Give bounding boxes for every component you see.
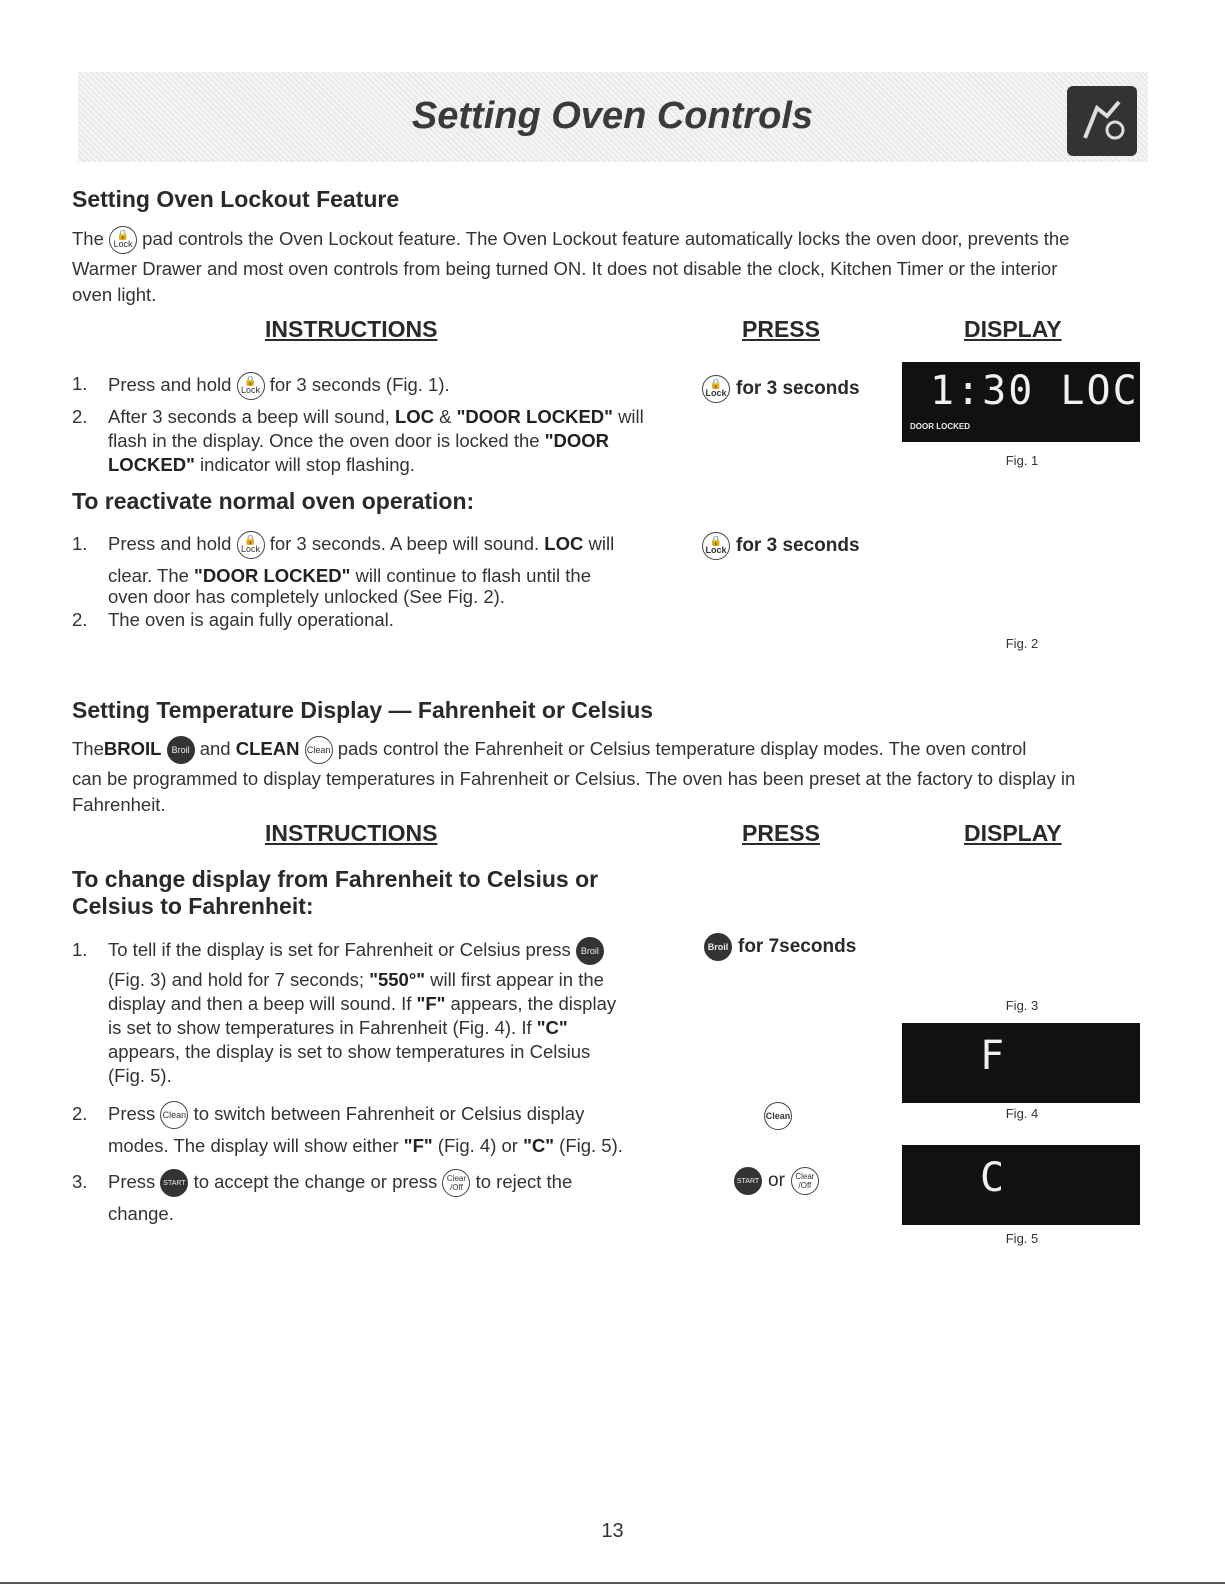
clear-off-pad-icon: Clear /Off bbox=[442, 1169, 470, 1197]
broil-pad-icon: Broil bbox=[576, 937, 604, 965]
col-press-1: PRESS bbox=[742, 316, 820, 342]
bottom-rule bbox=[0, 1582, 1225, 1584]
temp-step-2: 2. Press Clean to switch between Fahrenheit or Celsius display modes. The display will show either "F" (Fig. 4) or "C" (Fig. 5). bbox=[72, 1103, 623, 1156]
lock-pad-icon[interactable]: 🔒 Lock bbox=[702, 532, 730, 560]
lockout-intro: The 🔒 Lock pad controls the Oven Lockout feature. The Oven Lockout feature automatically locks the oven door, prevents the Warmer Drawer and most oven controls from being turned ON. It does not disable the clock, Kitchen Timer or the interior bbox=[72, 228, 1070, 280]
lockout-heading: Setting Oven Lockout Feature bbox=[72, 186, 400, 212]
reactivate-step-1-cont: oven door has completely unlocked (See Fig. 2). bbox=[108, 586, 505, 607]
reactivate-step-2: 2. The oven is again fully operational. bbox=[72, 609, 394, 630]
start-pad-icon[interactable]: START bbox=[734, 1167, 762, 1195]
press-lock-3s: 🔒 Lock for 3 seconds bbox=[702, 375, 860, 403]
reactivate-heading: To reactivate normal oven operation: bbox=[72, 488, 475, 514]
clean-pad-icon: Clean bbox=[160, 1101, 188, 1129]
press-start-or-clear: START or Clear /Off bbox=[734, 1167, 819, 1195]
col-instructions-2: INSTRUCTIONS bbox=[265, 820, 438, 846]
temp-intro-line3: Fahrenheit. bbox=[72, 794, 166, 815]
display-fig5 bbox=[902, 1145, 1140, 1225]
press-lock-3s-2: 🔒 Lock for 3 seconds bbox=[702, 532, 860, 560]
fig1-caption: Fig. 1 bbox=[1005, 453, 1039, 468]
press-clean bbox=[764, 1102, 792, 1130]
lockout-intro-line3: oven light. bbox=[72, 284, 157, 305]
door-locked-indicator: DOOR LOCKED bbox=[910, 422, 970, 431]
temp-heading: Setting Temperature Display — Fahrenheit or Celsius bbox=[72, 697, 654, 723]
lockout-step-2: 2. After 3 seconds a beep will sound, LOC & "DOOR LOCKED" will flash in the display. Once the oven door is locked the "DOOR LOCKED" indicator will stop flashing. bbox=[72, 406, 644, 475]
page-number: 13 bbox=[601, 1520, 624, 1542]
display-fig5-value: C bbox=[980, 1155, 1005, 1201]
col-press-2: PRESS bbox=[742, 820, 820, 846]
display-fig1 bbox=[902, 362, 1140, 442]
clean-pad-icon[interactable]: Clean bbox=[764, 1102, 792, 1130]
lock-pad-icon[interactable]: 🔒 Lock bbox=[702, 375, 730, 403]
press-broil-7s: Broil for 7seconds bbox=[704, 933, 856, 961]
fig2-caption: Fig. 2 bbox=[1005, 636, 1039, 651]
clean-pad-icon: Clean bbox=[305, 736, 333, 764]
change-heading: To change display from Fahrenheit to Celsius or Celsius to Fahrenheit: bbox=[72, 866, 599, 919]
temp-step-1-body: (Fig. 3) and hold for 7 seconds; "550°" will first appear in the display and then a beep will sound. If "F" appears, the display is set to show temperatures in Fahrenheit (Fig. 4). If "C" appears, the display is set to show temperatures in Celsius (Fig. 5). bbox=[108, 969, 617, 1086]
broil-pad-icon[interactable]: Broil bbox=[704, 933, 732, 961]
lockout-step-1: 1. Press and hold 🔒 Lock for 3 seconds (Fig. 1). bbox=[72, 372, 672, 400]
reactivate-step-1: 1. Press and hold 🔒 Lock for 3 seconds. A beep will sound. LOC will clear. The "DOOR LOCKED" will continue to flash until the bbox=[72, 533, 615, 586]
display-fig4 bbox=[902, 1023, 1140, 1103]
lock-pad-icon: 🔒 Lock bbox=[237, 531, 265, 559]
start-pad-icon: START bbox=[160, 1169, 188, 1197]
display-fig1-main: 1:30 LOC bbox=[930, 368, 1139, 414]
temp-step-1: 1. To tell if the display is set for Fahrenheit or Celsius press Broil bbox=[72, 934, 672, 966]
fig3-caption: Fig. 3 bbox=[1005, 998, 1039, 1013]
col-display-1: DISPLAY bbox=[964, 316, 1062, 342]
fig4-caption: Fig. 4 bbox=[1005, 1106, 1039, 1121]
temp-step-3: 3. Press START to accept the change or press Clear /Off to reject the change. bbox=[72, 1171, 573, 1224]
col-display-2: DISPLAY bbox=[964, 820, 1062, 846]
chef-icon bbox=[1067, 86, 1137, 156]
fig5-caption: Fig. 5 bbox=[1005, 1231, 1039, 1246]
page-title: Setting Oven Controls bbox=[411, 95, 814, 137]
lock-pad-icon: 🔒 Lock bbox=[237, 372, 265, 400]
clear-off-pad-icon[interactable]: Clear /Off bbox=[791, 1167, 819, 1195]
display-fig4-value: F bbox=[980, 1033, 1005, 1079]
col-instructions-1: INSTRUCTIONS bbox=[265, 316, 438, 342]
temp-intro: TheBROIL Broil and CLEAN Clean pads control the Fahrenheit or Celsius temperature display modes. The oven control can be programmed to display temperatures in Fahrenheit or Celsius. The oven has been preset at the factory to display in bbox=[72, 738, 1076, 790]
broil-pad-icon: Broil bbox=[167, 736, 195, 764]
lock-pad-icon: 🔒 Lock bbox=[109, 226, 137, 254]
